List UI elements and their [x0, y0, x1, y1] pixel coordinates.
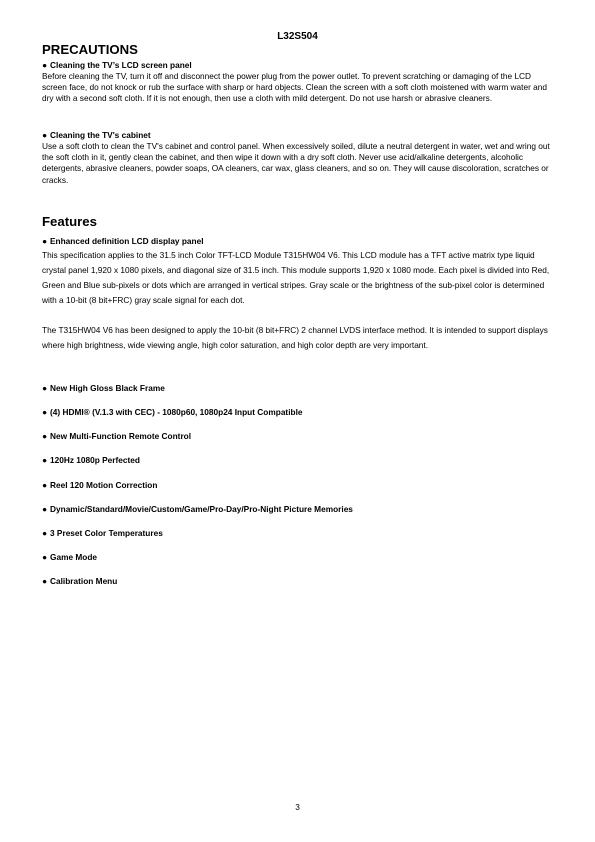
feature-item — [42, 576, 117, 586]
bullet-icon: ● — [42, 455, 48, 465]
lcd-panel-heading — [42, 236, 204, 246]
bullet-icon: ● — [42, 480, 48, 490]
lcd-panel-text-1: This specification applies to the 31.5 inch Color TFT-LCD Module T315HW04 V6. This LCD module has a TFT active matrix type liquid crystal panel 1,920 x 1080 pixels, and diagonal size of 31.5 inch. This module supports 1,920 x 1080 mode. Each pixel is divided into Red, Green and Blue sub-pixels or dots which are arranged in vertical stripes. Gray scale or the brightness of the sub-pixel color is determined with a 10-bit (8 bit+FRC) gray scale signal for each dot. — [42, 250, 550, 305]
feature-item — [42, 407, 302, 417]
feature-item-text: Dynamic/Standard/Movie/Custom/Game/Pro-Day/Pro-Night Picture Memories — [50, 504, 353, 514]
feature-item — [42, 552, 97, 562]
bullet-icon: ● — [42, 60, 48, 70]
screen-cleaning-heading-text: Cleaning the TV’s LCD screen panel — [50, 60, 192, 70]
feature-item — [42, 504, 353, 514]
cabinet-cleaning-text: Use a soft cloth to clean the TV's cabinet and control panel. When excessively soiled, dilute a neutral detergent in water, wet and wring out the soft cloth in it, gently clean the cabinet, and then wipe it down with a dry soft cloth. Never use acid/alkaline detergents, alcoholic detergents, abrasive cleaners, powder soaps, OA cleaners, car wax, glass cleaners, and so on. They will cause discoloration, scratches or cracks. — [42, 141, 550, 185]
feature-item-text: New High Gloss Black Frame — [50, 383, 165, 393]
feature-item-text: (4) HDMI® (V.1.3 with CEC) - 1080p60, 1080p24 Input Compatible — [50, 407, 303, 417]
bullet-icon: ● — [42, 236, 48, 246]
feature-item-text: 3 Preset Color Temperatures — [50, 528, 163, 538]
feature-item-text: 120Hz 1080p Perfected — [50, 455, 140, 465]
feature-item — [42, 455, 140, 465]
page-header: L32S504 — [277, 31, 318, 42]
feature-item — [42, 480, 157, 490]
cabinet-cleaning-heading — [42, 130, 151, 140]
feature-item — [42, 383, 165, 393]
feature-item — [42, 431, 191, 441]
screen-cleaning-heading — [42, 60, 192, 70]
features-title: Features — [42, 214, 97, 229]
feature-item-text: Game Mode — [50, 552, 98, 562]
feature-item — [42, 528, 163, 538]
feature-item-text: Reel 120 Motion Correction — [50, 480, 158, 490]
screen-cleaning-text: Before cleaning the TV, turn it off and disconnect the power plug from the power outlet. To prevent scratching or damaging of the LCD screen face, do not knock or rub the surface with sharp or hard objects. Clean the screen with a soft cloth moistened with warm water and dry with a second soft cloth. If it is not enough, then use a cloth with mild detergent. Do not use harsh or abrasive cleaners. — [42, 71, 547, 104]
feature-item-text: New Multi-Function Remote Control — [50, 431, 192, 441]
bullet-icon: ● — [42, 528, 48, 538]
bullet-icon: ● — [42, 407, 48, 417]
precautions-title: PRECAUTIONS — [42, 42, 138, 57]
bullet-icon: ● — [42, 130, 48, 140]
page-number: 3 — [295, 802, 300, 812]
bullet-icon: ● — [42, 383, 48, 393]
lcd-panel-text-2: The T315HW04 V6 has been designed to apply the 10-bit (8 bit+FRC) 2 channel LVDS interface method. It is intended to support displays where high brightness, wide viewing angle, high color saturation, and high color depth are very important. — [42, 325, 548, 350]
feature-item-text: Calibration Menu — [50, 576, 118, 586]
bullet-icon: ● — [42, 552, 48, 562]
bullet-icon: ● — [42, 504, 48, 514]
bullet-icon: ● — [42, 576, 48, 586]
bullet-icon: ● — [42, 431, 48, 441]
lcd-panel-heading-text: Enhanced definition LCD display panel — [50, 236, 204, 246]
cabinet-cleaning-heading-text: Cleaning the TV's cabinet — [50, 130, 151, 140]
